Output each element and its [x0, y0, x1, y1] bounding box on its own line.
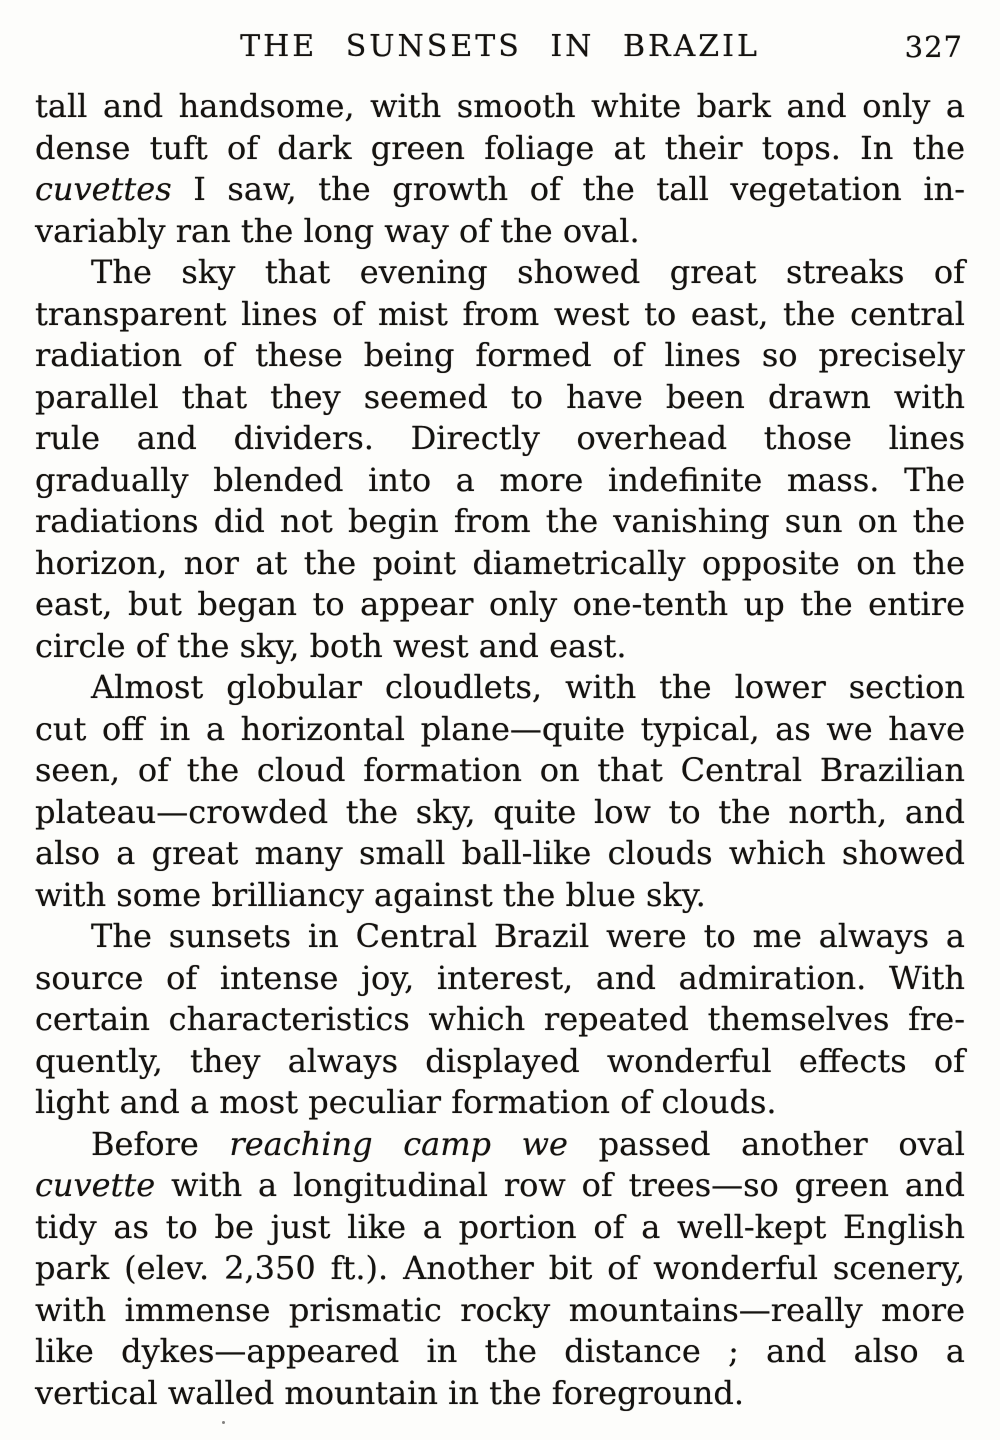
running-title: THE SUNSETS IN BRAZIL: [240, 29, 760, 64]
text-segment: passed another oval: [568, 1124, 966, 1163]
text-line: [35, 750, 965, 792]
text-segment: variably ran the long way of the oval.: [35, 211, 640, 250]
text-segment: I saw, the growth of the tall vegetation in-: [171, 170, 965, 208]
text-segment: cut off in a horizontal plane—quite typical, as we have: [35, 709, 965, 748]
text-segment: also a great many small ball-like clouds which showed: [35, 834, 965, 872]
text-line: [35, 792, 965, 834]
text-segment: tidy as to be just like a portion of a well-kept English: [35, 1207, 965, 1246]
paragraph: [35, 667, 965, 916]
text-segment: transparent lines of mist from west to east, the central: [35, 294, 965, 333]
text-line: [35, 543, 965, 585]
page-body: [35, 86, 965, 1414]
text-line: [35, 667, 965, 709]
text-segment: circle of the sky, both west and east.: [35, 626, 627, 665]
text-segment: parallel that they seemed to have been drawn with: [35, 377, 965, 416]
scan-speck: [222, 1421, 225, 1424]
paragraph: [35, 86, 965, 252]
text-line: [35, 916, 965, 958]
text-segment: rule and dividers. Directly overhead those lines: [35, 419, 965, 457]
text-segment: radiation of these being formed of lines so precisely: [35, 336, 965, 374]
text-segment: gradually blended into a more indefinite mass. The: [35, 460, 965, 499]
text-line: [35, 626, 965, 668]
text-line: [35, 1248, 965, 1290]
text-line: [35, 460, 965, 502]
page-number: 327: [904, 30, 963, 64]
text-line: [35, 1331, 965, 1373]
paragraph: [35, 1124, 965, 1415]
text-line: [35, 252, 965, 294]
text-segment: vertical walled mountain in the foreground.: [35, 1373, 744, 1412]
text-line: [35, 501, 965, 543]
text-segment: horizon, nor at the point diametrically opposite on the: [35, 543, 965, 582]
text-line: [35, 211, 965, 253]
text-segment: with a longitudinal row of trees—so green and: [155, 1166, 965, 1204]
text-line: [35, 1041, 965, 1083]
text-segment: plateau—crowded the sky, quite low to the north, and: [35, 792, 965, 831]
text-line: [35, 86, 965, 128]
text-line: [35, 958, 965, 1000]
paragraph: [35, 252, 965, 667]
text-segment: Almost globular cloudlets, with the lower section: [91, 668, 965, 706]
text-line: [35, 128, 965, 170]
text-line: [35, 1124, 965, 1166]
text-segment: seen, of the cloud formation on that Central Brazilian: [35, 751, 965, 789]
italic-text: reaching camp we: [229, 1124, 568, 1163]
text-line: [35, 1373, 965, 1415]
italic-text: cuvette: [35, 1166, 156, 1204]
text-segment: radiations did not begin from the vanishing sun on the: [35, 502, 965, 540]
text-segment: The sunsets in Central Brazil were to me always a: [91, 917, 965, 955]
text-line: [35, 584, 965, 626]
text-line: [35, 377, 965, 419]
paragraph: [35, 916, 965, 1124]
text-line: [35, 294, 965, 336]
text-segment: like dykes—appeared in the distance ; and also a: [35, 1332, 965, 1370]
text-segment: quently, they always displayed wonderful effects of: [35, 1041, 965, 1080]
text-line: [35, 1207, 965, 1249]
text-segment: park (elev. 2,350 ft.). Another bit of wonderful scenery,: [35, 1249, 965, 1287]
text-segment: source of intense joy, interest, and admiration. With: [35, 958, 965, 997]
text-segment: with immense prismatic rocky mountains—really more: [35, 1290, 965, 1329]
text-segment: with some brilliancy against the blue sky.: [35, 875, 706, 914]
text-line: [35, 709, 965, 751]
text-segment: dense tuft of dark green foliage at their tops. In the: [35, 128, 965, 167]
text-segment: tall and handsome, with smooth white bark and only a: [35, 87, 965, 125]
text-line: [35, 875, 965, 917]
italic-text: cuvettes: [35, 170, 172, 208]
text-line: [35, 999, 965, 1041]
text-line: [35, 1290, 965, 1332]
text-segment: The sky that evening showed great streaks of: [91, 253, 965, 291]
text-segment: Before: [91, 1124, 230, 1163]
text-segment: light and a most peculiar formation of clouds.: [35, 1083, 777, 1121]
text-segment: east, but began to appear only one-tenth up the entire: [35, 585, 965, 623]
text-line: [35, 1165, 965, 1207]
text-segment: certain characteristics which repeated themselves fre-: [35, 1000, 965, 1038]
text-line: [35, 1082, 965, 1124]
text-line: [35, 335, 965, 377]
running-header: [35, 27, 965, 67]
text-line: [35, 833, 965, 875]
text-line: [35, 418, 965, 460]
text-line: [35, 169, 965, 211]
